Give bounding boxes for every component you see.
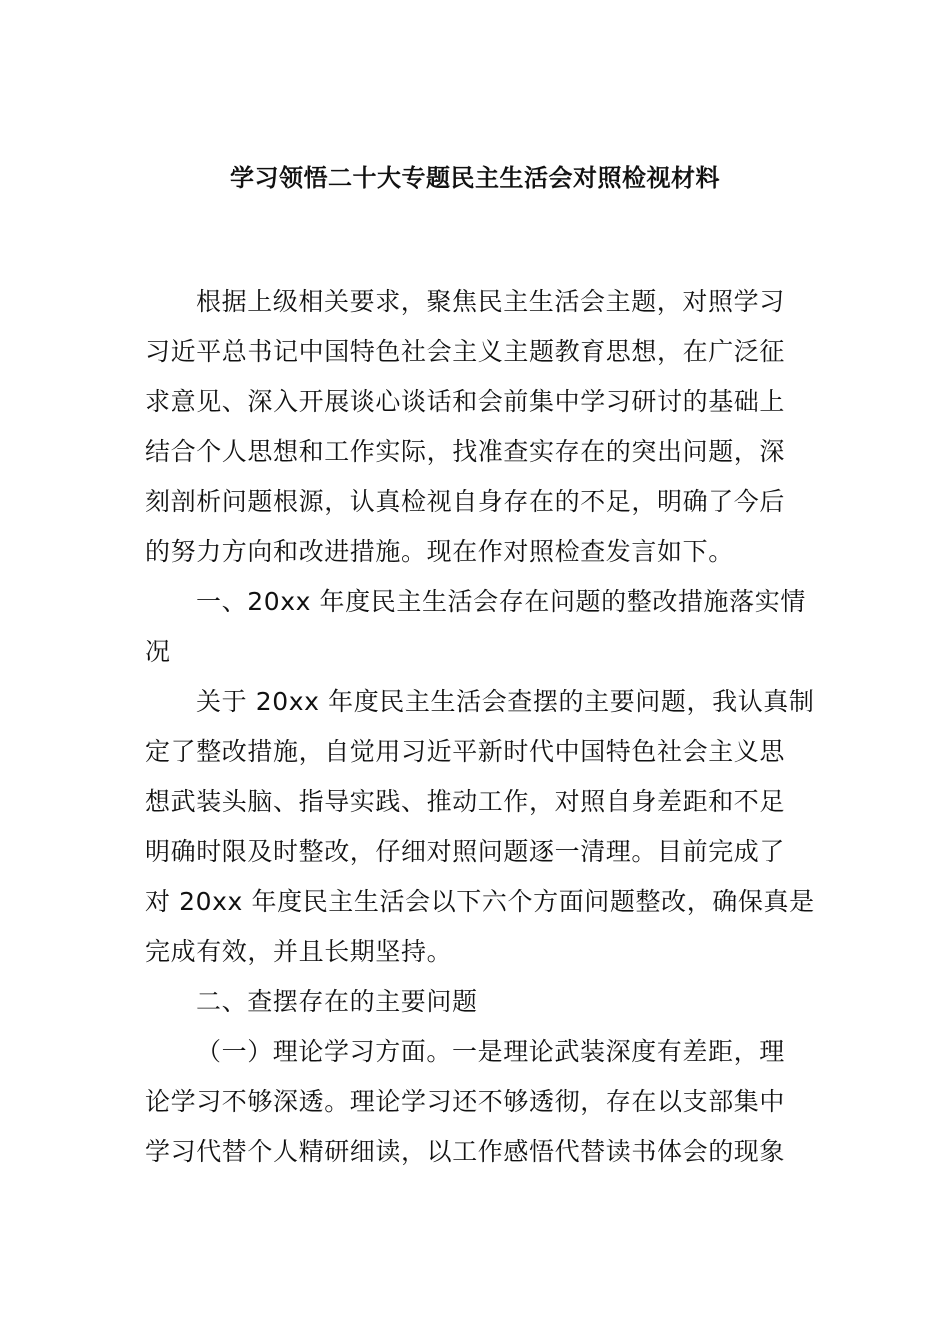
paragraph-line: 论学习不够深透。理论学习还不够透彻，存在以支部集中 (145, 1087, 786, 1116)
section-heading-line: 二、查摆存在的主要问题 (196, 987, 478, 1016)
paragraph-line: 学习代替个人精研细读，以工作感悟代替读书体会的现象 (145, 1137, 786, 1166)
paragraph-line: 明确时限及时整改，仔细对照问题逐一清理。目前完成了 (145, 837, 786, 866)
section-heading-line: 一、20xx 年度民主生活会存在问题的整改措施落实情 (196, 587, 806, 616)
paragraph-line: 习近平总书记中国特色社会主义主题教育思想，在广泛征 (145, 337, 786, 366)
document-title: 学习领悟二十大专题民主生活会对照检视材料 (230, 164, 720, 192)
paragraph-line: 对 20xx 年度民主生活会以下六个方面问题整改，确保真是 (145, 887, 815, 916)
paragraph-line: 完成有效，并且长期坚持。 (145, 937, 453, 966)
paragraph-line: 关于 20xx 年度民主生活会查摆的主要问题，我认真制 (196, 687, 815, 716)
paragraph-line: 结合个人思想和工作实际，找准查实存在的突出问题，深 (145, 437, 786, 466)
paragraph-line: 定了整改措施，自觉用习近平新时代中国特色社会主义思 (145, 737, 786, 766)
paragraph-line: 根据上级相关要求，聚焦民主生活会主题，对照学习 (196, 287, 785, 316)
section-heading-line: 况 (145, 637, 171, 666)
paragraph-line: （一）理论学习方面。一是理论武装深度有差距，理 (196, 1037, 785, 1066)
paragraph-line: 求意见、深入开展谈心谈话和会前集中学习研讨的基础上 (145, 387, 786, 416)
paragraph-line: 的努力方向和改进措施。现在作对照检查发言如下。 (145, 537, 734, 566)
paragraph-line: 刻剖析问题根源，认真检视自身存在的不足，明确了今后 (145, 487, 786, 516)
paragraph-line: 想武装头脑、指导实践、推动工作，对照自身差距和不足 (145, 787, 786, 816)
